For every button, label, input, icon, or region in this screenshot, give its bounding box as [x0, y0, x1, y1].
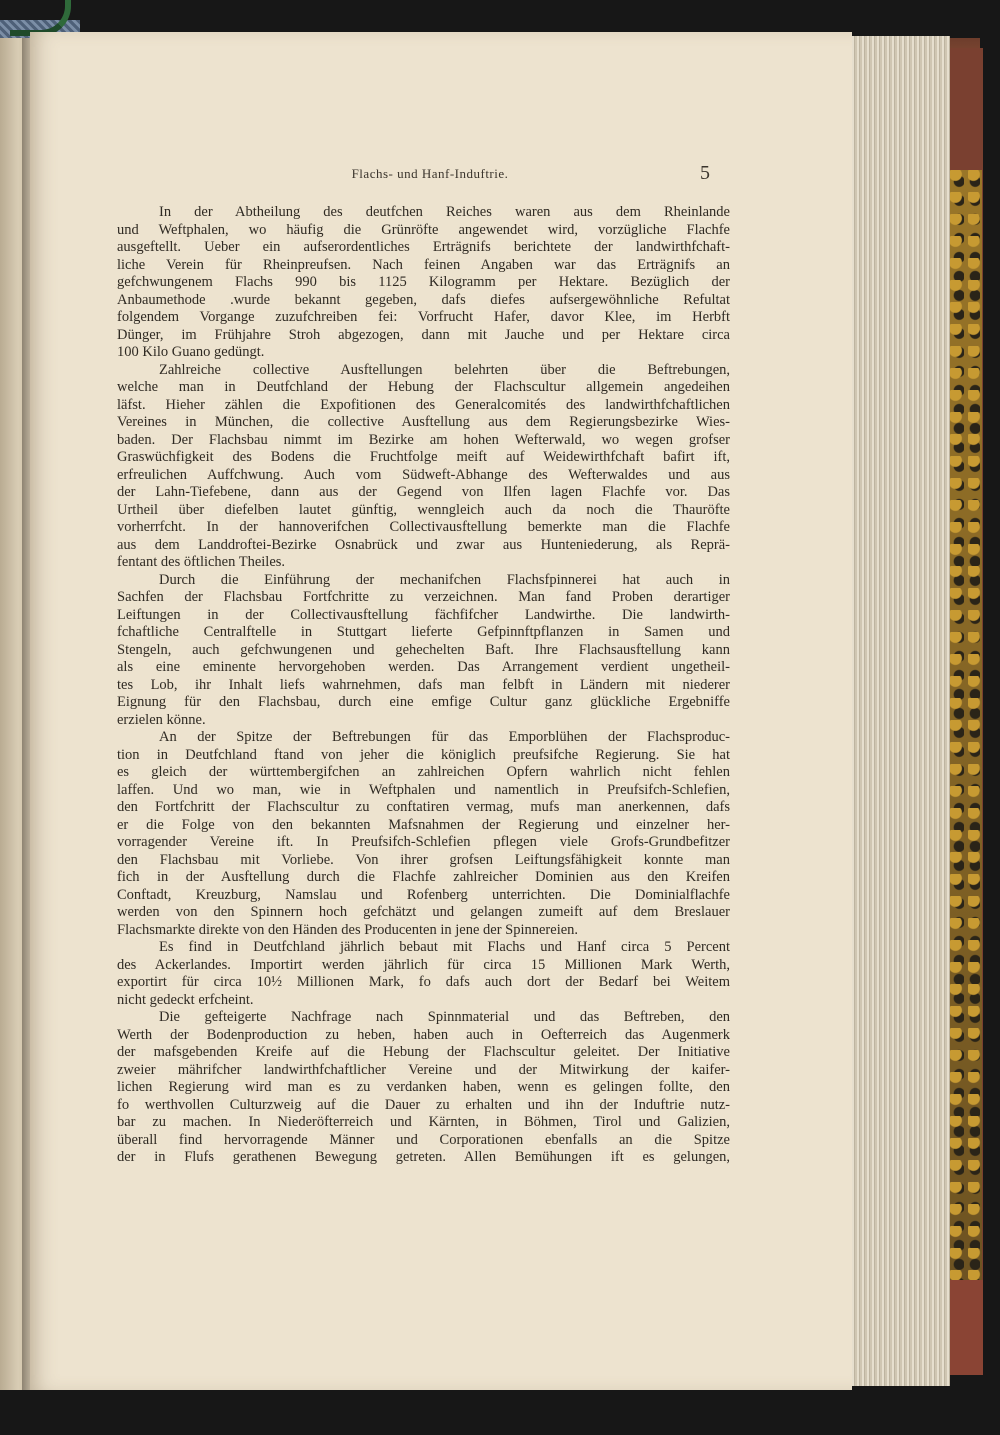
text-line: der Lahn-Tiefebene, dann aus der Gegend von Ilfen lagen Flachfe vor. Das: [117, 484, 730, 500]
text-line: gefchwungenem Flachs 990 bis 1125 Kilogramm per Hektare. Bezüglich der: [117, 274, 730, 290]
text-line: Sachfen der Flachsbau Fortfchritte zu verzeichnen. Man fand Proben derartiger: [117, 589, 730, 605]
text-line: An der Spitze der Beftrebungen für das Emporblühen der Flachsproduc-: [159, 729, 730, 745]
text-line: baden. Der Flachsbau nimmt im Bezirke am hohen Wefterwald, wo wegen grofser: [117, 431, 730, 448]
text-line: überall find hervorragende Männer und Corporationen ebenfalls an die Spitze: [117, 1131, 730, 1148]
text-line: fo werthvollen Culturzweig auf die Dauer zu erhalten und ihn der Induftrie nutz-: [117, 1096, 730, 1113]
text-line: tion in Deutfchland ftand von jeher die königlich preufsifche Regierung. Sie hat: [117, 746, 730, 763]
text-line: des Ackerlandes. Importirt werden jährlich für circa 15 Millionen Mark Werth,: [117, 956, 730, 973]
text-line: lichen Regierung wird man es zu verdanken haben, wenn es gelingen follte, den: [117, 1079, 730, 1095]
text-line: Urtheil über diefelben lautet günftig, wenngleich auch da noch die Thauröfte: [117, 501, 730, 518]
text-line: Die gefteigerte Nachfrage nach Spinnmaterial und das Beftreben, den: [159, 1009, 730, 1025]
text-line: Anbaumethode .wurde bekannt gegeben, dafs diefes aufsergewöhnliche Refultat: [117, 291, 730, 308]
text-line: als eine eminente hervorgehoben werden. Das Arrangement verdient ungetheil-: [117, 659, 730, 675]
text-line: laffen. Und wo man, wie in Weftphalen und namentlich in Preufsifch-Schlefien,: [117, 781, 730, 798]
text-line: Graswüchfigkeit des Bodens die Fruchtfolge meift auf Weidewirthfchaft bafirt ift,: [117, 449, 730, 465]
text-line: fich in der Ausftellung durch die Flachfe zahlreicher Dominien aus den Kreifen: [117, 869, 730, 885]
text-line: fchaftliche Centralftelle in Stuttgart lieferte Gefpinnftpflanzen in Samen und: [117, 624, 730, 640]
text-line: exportirt für circa 10½ Millionen Mark, fo dafs auch dort der Bedarf bei Weitem: [117, 974, 730, 990]
text-line: aus dem Landdroftei-Bezirke Osnabrück und zwar aus Hunteniederung, als Reprä-: [117, 536, 730, 553]
text-line: vorragender Vereine ift. In Preufsifch-Schlefien pflegen viele Grofs-Grundbefitzer: [117, 834, 730, 850]
text-line: 100 Kilo Guano gedüngt.: [117, 344, 265, 360]
text-line: den Fortfchritt der Flachscultur zu conftatiren vermag, mufs man anerkennen, dafs: [117, 799, 730, 815]
text-line: In der Abtheilung des deutfchen Reiches waren aus dem Rheinlande: [159, 204, 730, 220]
text-line: bar zu machen. In Niederöfterreich und Kärnten, in Böhmen, Tirol und Galizien,: [117, 1114, 730, 1130]
text-line: ausgeftellt. Ueber ein aufserordentliches Erträgnifs berichtete der landwirthfchaft-: [117, 239, 730, 255]
text-line: werden von den Spinnern hoch gefchätzt und gelangen zumeift auf dem Breslauer: [117, 904, 730, 920]
text-line: erzielen könne.: [117, 711, 206, 728]
text-line: Durch die Einführung der mechanifchen Flachsfpinnerei hat auch in: [159, 571, 730, 588]
text-line: zweier mährifcher landwirthfchaftlicher Vereine und der Mitwirkung der kaifer-: [117, 1061, 730, 1078]
text-line: Conftadt, Kreuzburg, Namslau und Rofenberg unterrichten. Die Dominialflachfe: [117, 886, 730, 903]
text-line: welche man in Deutfchland der Hebung der Flachscultur allgemein angedeihen: [117, 379, 730, 395]
text-line: liche Verein für Rheinpreufsen. Nach feinen Angaben war das Erträgnifs an: [117, 256, 730, 273]
text-line: fentant des öftlichen Theiles.: [117, 554, 286, 570]
text-line: Stengeln, auch gefchwungenen und gehechelten Baft. Ihre Flachsausftellung kann: [117, 641, 730, 658]
text-line: erfreulichen Auffchwung. Auch vom Südweft-Abhange des Wefterwaldes und aus: [117, 466, 730, 483]
text-line: Werth der Bodenproduction zu heben, haben auch in Oefterreich das Augenmerk: [117, 1026, 730, 1043]
text-line: Dünger, im Frühjahre Stroh abgezogen, dann mit Jauche und per Hektare circa: [117, 326, 730, 343]
text-line: folgendem Vorgange zuzufchreiben fei: Vorfrucht Hafer, davor Klee, im Herbft: [117, 309, 730, 325]
text-line: Zahlreiche collective Ausftellungen belehrten über die Beftrebungen,: [159, 361, 730, 378]
page-number: 5: [700, 162, 710, 184]
text-line: der in Flufs gerathenen Bewegung getreten. Allen Bemühungen ift es gelungen,: [117, 1149, 730, 1165]
text-line: Flachsmarkte direkte von den Händen des Producenten in jene der Spinnereien.: [117, 921, 579, 938]
text-line: er die Folge von den bekannten Mafsnahmen der Regierung und einzelner her-: [117, 816, 730, 833]
text-line: Es find in Deutfchland jährlich bebaut mit Flachs und Hanf circa 5 Percent: [159, 939, 730, 955]
text-line: und Weftphalen, wo häufig die Grünröfte angewendet wird, vorzügliche Flachfe: [117, 221, 730, 238]
text-line: nicht gedeckt erfcheint.: [117, 991, 254, 1008]
running-head: Flachs- und Hanf-Induftrie.: [351, 166, 509, 181]
body-text: [117, 204, 730, 1167]
text-line: Leiftungen in der Collectivausftellung fächfifcher Landwirthe. Die landwirth-: [117, 606, 730, 623]
text-line: vorherrfcht. In der hannoverifchen Collectivausftellung bemerkte man die Flachfe: [117, 519, 730, 535]
text-line: Eignung für den Flachsbau, durch eine emfige Cultur ganz glückliche Ergebniffe: [117, 694, 730, 710]
text-line: der mafsgebenden Kreife auf die Hebung der Flachscultur geleitet. Der Initiative: [117, 1044, 730, 1060]
text-line: tes Lob, ihr Inhalt liefs wahrnehmen, dafs man felbft in Ländern mit niederer: [117, 676, 730, 693]
text-line: den Flachsbau mit Vorliebe. Von ihrer grofsen Leiftungsfähigkeit konnte man: [117, 851, 730, 868]
page-edges: [850, 36, 950, 1386]
text-line: läfst. Hieher zählen die Expofitionen des Generalcomités des landwirthfchaftlichen: [117, 396, 730, 413]
text-line: es gleich der württembergifchen an zahlreichen Opfern wahrlich nicht fehlen: [117, 764, 730, 780]
text-line: Vereines in München, die collective Ausftellung aus dem Regierungsbezirke Wies-: [117, 414, 730, 430]
